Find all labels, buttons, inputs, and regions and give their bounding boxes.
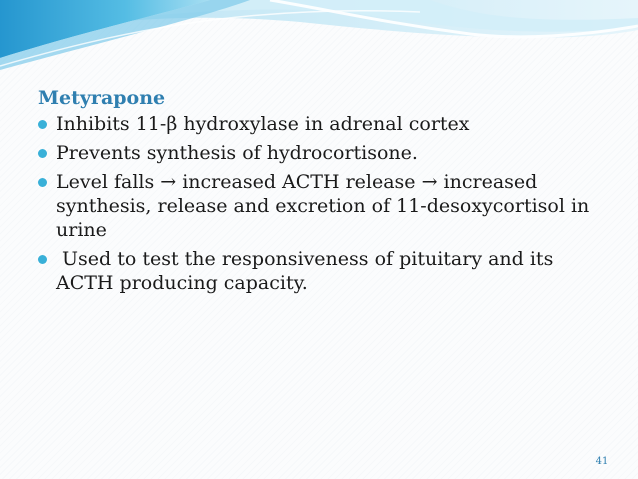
bullet-dot-icon bbox=[38, 178, 47, 187]
bullet-text: Inhibits 11-β hydroxylase in adrenal cortex bbox=[56, 113, 470, 135]
bullet-dot-icon bbox=[38, 120, 47, 129]
bullet-text: Level falls → increased ACTH release → increased synthesis, release and excretion of 11-desoxycortisol in urine bbox=[56, 171, 590, 241]
list-item bbox=[38, 170, 608, 242]
list-item bbox=[38, 112, 608, 136]
bullet-text: Prevents synthesis of hydrocortisone. bbox=[56, 142, 418, 164]
bullet-list bbox=[38, 112, 608, 295]
slide-content bbox=[38, 84, 608, 300]
bullet-text: Used to test the responsiveness of pituitary and its ACTH producing capacity. bbox=[56, 248, 560, 294]
slide-heading: Metyrapone bbox=[38, 87, 166, 109]
bullet-dot-icon bbox=[38, 255, 47, 264]
page-number: 41 bbox=[595, 456, 609, 467]
bullet-dot-icon bbox=[38, 149, 47, 158]
list-item bbox=[38, 141, 608, 165]
list-item bbox=[38, 247, 608, 295]
header-wave-decoration bbox=[0, 0, 638, 80]
